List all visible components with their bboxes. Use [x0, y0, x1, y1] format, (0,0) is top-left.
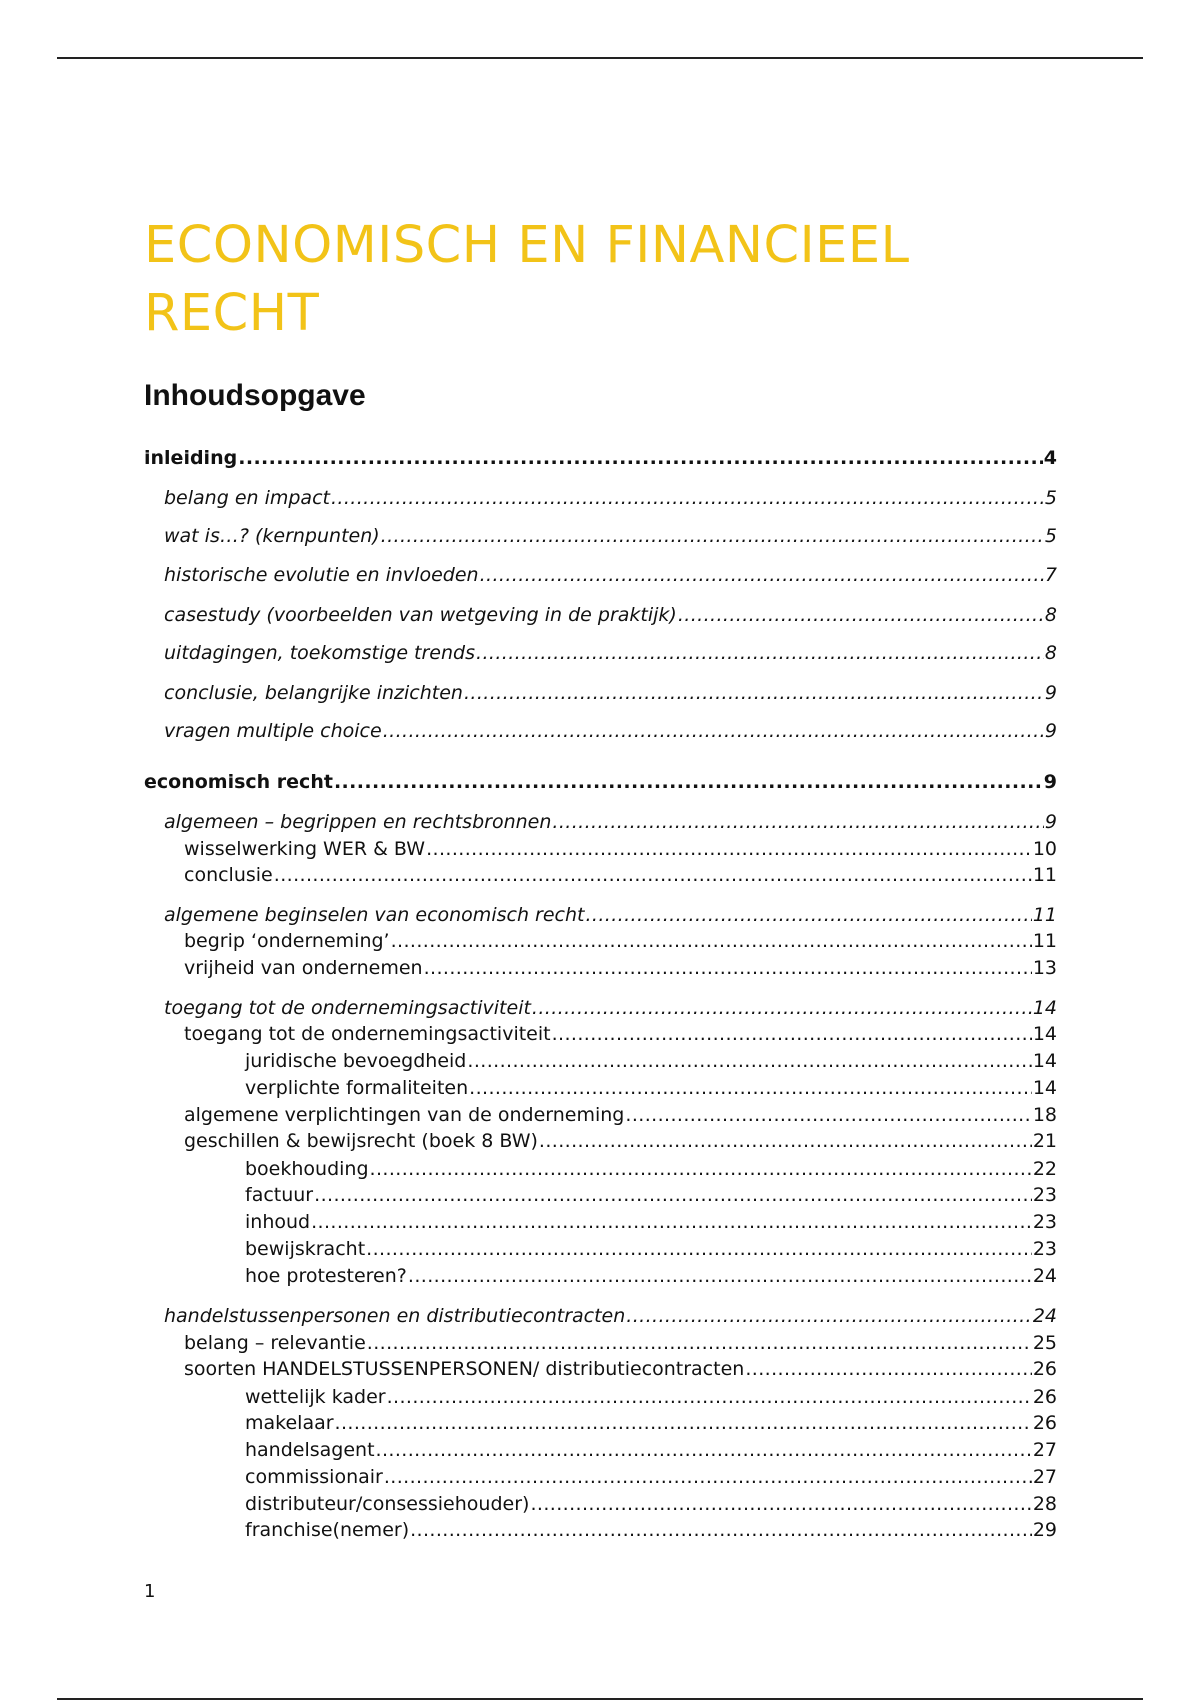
toc-dot-leader	[585, 903, 1031, 927]
toc-entry-page: 4	[1043, 447, 1057, 469]
toc-entry-page: 5	[1044, 525, 1057, 547]
toc-dot-leader	[381, 524, 1044, 548]
toc-entry[interactable]	[144, 603, 1057, 627]
toc-entry-title: juridische bevoegdheid	[245, 1050, 467, 1072]
toc-entry[interactable]	[144, 929, 1057, 953]
toc-entry-title: verplichte formaliteiten	[245, 1077, 469, 1099]
toc-entry-page: 14	[1032, 1050, 1057, 1072]
toc-entry-title: algemene beginselen van economisch recht	[164, 904, 585, 926]
toc-entry-title: soorten HANDELSTUSSENPERSONEN/ distributiecontracten	[184, 1358, 745, 1380]
toc-entry[interactable]	[144, 486, 1057, 510]
toc-dot-leader	[383, 719, 1044, 743]
toc-entry[interactable]	[144, 1331, 1057, 1355]
toc-entry-page: 24	[1032, 1305, 1057, 1327]
toc-entry[interactable]	[144, 1465, 1057, 1489]
toc-entry-page: 8	[1044, 604, 1057, 626]
toc-dot-leader	[274, 863, 1032, 887]
toc-entry-page: 14	[1032, 997, 1057, 1019]
toc-entry[interactable]	[144, 641, 1057, 665]
toc-entry-page: 7	[1044, 564, 1057, 586]
toc-entry-title: belang – relevantie	[184, 1332, 366, 1354]
toc-entry-title: belang en impact	[164, 487, 330, 509]
toc-entry[interactable]	[144, 1304, 1057, 1328]
toc-entry-title: commissionair	[245, 1466, 383, 1488]
toc-entry[interactable]	[144, 719, 1057, 743]
toc-dot-leader	[426, 837, 1032, 861]
toc-entry-page: 18	[1032, 1104, 1057, 1126]
toc-entry-title: wisselwerking WER & BW	[184, 838, 426, 860]
toc-entry[interactable]	[144, 1210, 1057, 1234]
toc-entry-title: conclusie, belangrijke inzichten	[164, 682, 463, 704]
toc-entry-page: 24	[1032, 1265, 1057, 1287]
toc-entry-page: 27	[1032, 1439, 1057, 1461]
toc-dot-leader	[410, 1518, 1032, 1542]
toc-dot-leader	[552, 810, 1044, 834]
toc-entry-page: 8	[1044, 642, 1057, 664]
toc-dot-leader	[314, 1183, 1032, 1207]
toc-entry[interactable]	[144, 1411, 1057, 1435]
toc-entry[interactable]	[144, 524, 1057, 548]
toc-entry-title: handelsagent	[245, 1439, 375, 1461]
toc-entry-page: 13	[1032, 957, 1057, 979]
toc-entry-title: makelaar	[245, 1412, 334, 1434]
toc-entry[interactable]	[144, 1022, 1057, 1046]
toc-entry-page: 23	[1032, 1211, 1057, 1233]
toc-dot-leader	[334, 770, 1043, 794]
toc-dot-leader	[408, 1264, 1032, 1288]
toc-entry-title: distributeur/consessiehouder)	[245, 1493, 530, 1515]
toc-entry-title: factuur	[245, 1184, 314, 1206]
toc-entry-page: 5	[1044, 487, 1057, 509]
toc-entry[interactable]	[144, 1049, 1057, 1073]
toc-dot-leader	[376, 1438, 1032, 1462]
toc-entry-title: inleiding	[144, 447, 238, 469]
toc-entry[interactable]	[144, 1237, 1057, 1261]
toc-entry-title: boekhouding	[245, 1158, 369, 1180]
toc-entry[interactable]	[144, 1264, 1057, 1288]
toc-entry-page: 9	[1044, 811, 1057, 833]
toc-entry-title: toegang tot de ondernemingsactiviteit	[184, 1023, 551, 1045]
toc-dot-leader	[469, 1076, 1032, 1100]
toc-dot-leader	[367, 1331, 1032, 1355]
toc-heading: Inhoudsopgave	[144, 379, 366, 412]
toc-entry-page: 23	[1032, 1184, 1057, 1206]
toc-entry-title: begrip ‘onderneming’	[184, 930, 390, 952]
toc-dot-leader	[335, 1411, 1032, 1435]
toc-entry-title: vragen multiple choice	[164, 720, 382, 742]
toc-entry-title: algemene verplichtingen van de onderneming	[184, 1104, 625, 1126]
toc-entry[interactable]	[144, 1076, 1057, 1100]
toc-entry-page: 26	[1032, 1412, 1057, 1434]
toc-dot-leader	[530, 1492, 1031, 1516]
toc-entry[interactable]	[144, 1492, 1057, 1516]
toc-entry[interactable]	[144, 810, 1057, 834]
toc-entry-page: 9	[1044, 682, 1057, 704]
toc-entry-title: uitdagingen, toekomstige trends	[164, 642, 475, 664]
toc-dot-leader	[370, 1157, 1032, 1181]
toc-dot-leader	[238, 446, 1043, 470]
toc-dot-leader	[391, 929, 1032, 953]
toc-entry-title: bewijskracht	[245, 1238, 366, 1260]
toc-entry[interactable]	[144, 1129, 1057, 1153]
document-title: ECONOMISCH EN FINANCIEEL RECHT	[144, 216, 910, 343]
toc-entry[interactable]	[144, 837, 1057, 861]
toc-entry[interactable]	[144, 1518, 1057, 1542]
toc-entry-page: 14	[1032, 1077, 1057, 1099]
toc-entry-page: 27	[1032, 1466, 1057, 1488]
toc-entry[interactable]	[144, 996, 1057, 1020]
toc-entry-page: 28	[1032, 1493, 1057, 1515]
toc-entry[interactable]	[144, 863, 1057, 887]
toc-entry-title: geschillen & bewijsrecht (boek 8 BW)	[184, 1130, 538, 1152]
toc-entry-page: 9	[1044, 720, 1057, 742]
toc-dot-leader	[311, 1210, 1032, 1234]
toc-dot-leader	[366, 1237, 1032, 1261]
toc-entry[interactable]	[144, 1357, 1057, 1381]
toc-dot-leader	[678, 603, 1044, 627]
toc-entry-page: 22	[1032, 1158, 1057, 1180]
toc-entry-page: 29	[1032, 1519, 1057, 1541]
toc-entry-title: toegang tot de ondernemingsactiviteit	[164, 997, 531, 1019]
toc-dot-leader	[480, 563, 1044, 587]
toc-dot-leader	[387, 1385, 1032, 1409]
toc-dot-leader	[625, 1103, 1031, 1127]
toc-entry[interactable]	[144, 770, 1057, 794]
toc-dot-leader	[552, 1022, 1032, 1046]
toc-dot-leader	[331, 486, 1044, 510]
toc-entry[interactable]	[144, 446, 1057, 470]
toc-dot-leader	[424, 956, 1032, 980]
toc-dot-leader	[626, 1304, 1032, 1328]
page-number: 1	[144, 1581, 156, 1602]
toc-entry-title: handelstussenpersonen en distributiecontracten	[164, 1305, 626, 1327]
toc-entry-page: 11	[1032, 930, 1057, 952]
toc-entry-title: algemeen – begrippen en rechtsbronnen	[164, 811, 552, 833]
toc-entry-title: economisch recht	[144, 771, 333, 793]
toc-dot-leader	[539, 1129, 1032, 1153]
toc-entry-title: franchise(nemer)	[245, 1519, 410, 1541]
toc-entry-page: 14	[1032, 1023, 1057, 1045]
toc-entry-page: 26	[1032, 1358, 1057, 1380]
toc-entry-title: hoe protesteren?	[245, 1265, 407, 1287]
toc-entry[interactable]	[144, 956, 1057, 980]
toc-entry[interactable]	[144, 903, 1057, 927]
toc-entry[interactable]	[144, 1438, 1057, 1462]
toc-entry[interactable]	[144, 681, 1057, 705]
toc-entry-title: wettelijk kader	[245, 1386, 386, 1408]
toc-entry-title: vrijheid van ondernemen	[184, 957, 423, 979]
toc-entry-title: inhoud	[245, 1211, 311, 1233]
toc-entry-title: wat is…? (kernpunten)	[164, 525, 380, 547]
toc-entry-page: 23	[1032, 1238, 1057, 1260]
toc-entry-page: 10	[1032, 838, 1057, 860]
toc-entry[interactable]	[144, 1183, 1057, 1207]
toc-dot-leader	[476, 641, 1044, 665]
toc-entry-title: conclusie	[184, 864, 273, 886]
toc-entry-page: 9	[1043, 771, 1057, 793]
toc-entry-page: 26	[1032, 1386, 1057, 1408]
toc-entry[interactable]	[144, 563, 1057, 587]
toc-entry-page: 21	[1032, 1130, 1057, 1152]
table-of-contents	[144, 0, 1057, 1700]
toc-dot-leader	[464, 681, 1044, 705]
toc-entry[interactable]	[144, 1103, 1057, 1127]
toc-entry-page: 11	[1032, 904, 1057, 926]
toc-entry-page: 25	[1032, 1332, 1057, 1354]
toc-entry-title: casestudy (voorbeelden van wetgeving in de praktijk)	[164, 604, 677, 626]
toc-entry-title: historische evolutie en invloeden	[164, 564, 479, 586]
toc-dot-leader	[532, 996, 1032, 1020]
toc-dot-leader	[467, 1049, 1031, 1073]
toc-entry[interactable]	[144, 1157, 1057, 1181]
toc-dot-leader	[745, 1357, 1032, 1381]
toc-entry-page: 11	[1032, 864, 1057, 886]
toc-dot-leader	[384, 1465, 1032, 1489]
toc-entry[interactable]	[144, 1385, 1057, 1409]
